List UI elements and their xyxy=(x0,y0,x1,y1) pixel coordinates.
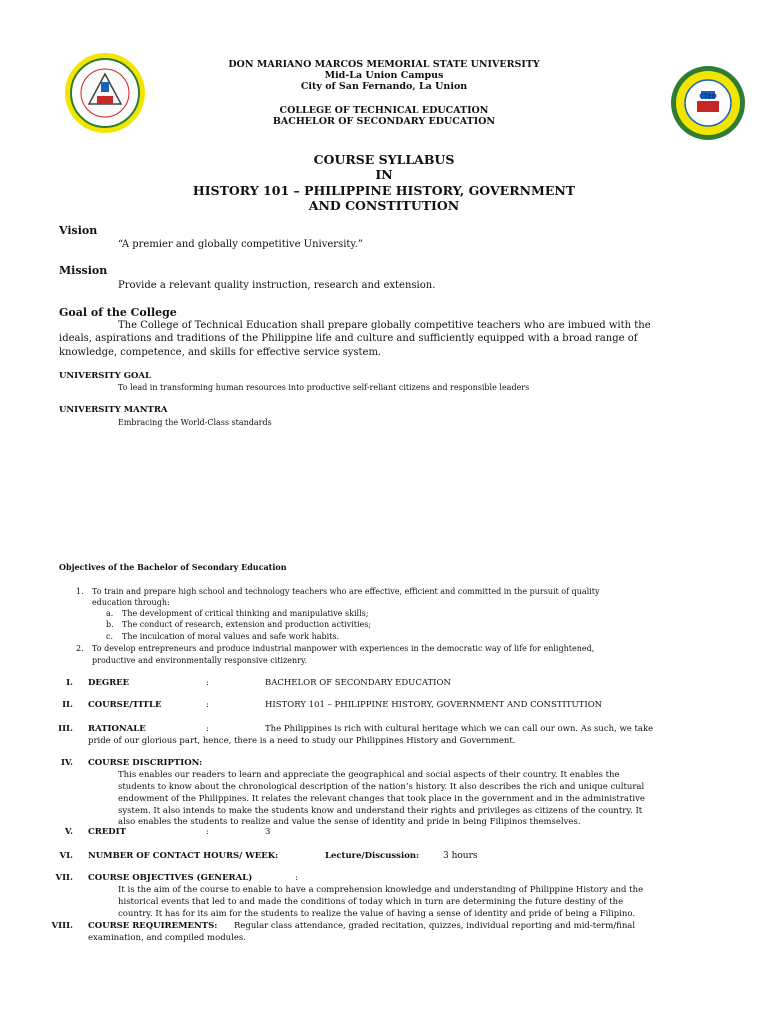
section-1-colon: : xyxy=(206,678,209,688)
section-7-number: VII. xyxy=(55,873,73,883)
section-5-label: CREDIT xyxy=(88,827,126,837)
objective-sub-b-letter: b. xyxy=(106,620,114,629)
section-4-line-1: This enables our readers to learn and appreciate the geographical and social aspects of their country. It enables the xyxy=(118,770,620,780)
objective-1-line-2: education through: xyxy=(92,598,170,607)
vision-text: “A premier and globally competitive University.” xyxy=(118,239,364,250)
section-3-label: RATIONALE xyxy=(88,724,146,734)
section-3-number: III. xyxy=(58,724,73,734)
mission-text: Provide a relevant quality instruction, research and extension. xyxy=(118,280,436,291)
section-8-label: COURSE REQUIREMENTS: xyxy=(88,921,218,931)
section-4-line-3: endowment of the Philippines. It relates the relevant changes that took place in the government and in the administrative xyxy=(118,794,645,804)
objectives-heading: Objectives of the Bachelor of Secondary Education xyxy=(59,562,287,572)
section-6-label: NUMBER OF CONTACT HOURS/ WEEK: xyxy=(88,851,279,861)
section-7-label: COURSE OBJECTIVES (GENERAL) xyxy=(88,873,253,883)
section-1-label: DEGREE xyxy=(88,678,130,688)
cted-logo-text: CTED xyxy=(699,93,717,100)
objective-1-number: 1. xyxy=(76,587,84,596)
section-7-colon: : xyxy=(295,873,298,883)
section-4-number: IV. xyxy=(60,758,73,768)
section-4-line-2: students to know about the chronological description of the nation’s history. It also describes the rich and unique cultural xyxy=(118,782,645,792)
vision-heading: Vision xyxy=(59,224,98,237)
objective-2-number: 2. xyxy=(76,644,84,653)
title-line-1: COURSE SYLLABUS xyxy=(313,152,455,167)
objective-sub-c-letter: c. xyxy=(106,632,114,641)
mission-heading: Mission xyxy=(59,264,108,277)
section-4-line-4: system. It also intends to make the students know and understand their rights and privileges as citizens of the country. It xyxy=(118,806,643,816)
section-4-line-5: also enables the students to realize and value the sense of identity and pride in being Filipinos themselves. xyxy=(118,817,581,827)
title-line-2: IN xyxy=(375,167,393,182)
title-line-3: HISTORY 101 – PHILIPPINE HISTORY, GOVERNMENT xyxy=(192,183,576,198)
section-5-number: V. xyxy=(64,827,73,837)
goal-line-2: ideals, aspirations and traditions of the Philippine life and culture and sufficiently equipped with a broad range of xyxy=(59,333,638,344)
section-3-line-1: The Philippines is rich with cultural heritage which we can call our own. As such, we take xyxy=(265,724,654,734)
section-5-colon: : xyxy=(206,827,209,837)
university-mantra-heading: UNIVERSITY MANTRA xyxy=(59,405,168,415)
section-2-label: COURSE/TITLE xyxy=(88,700,162,710)
objective-sub-a: The development of critical thinking and manipulative skills; xyxy=(122,609,369,618)
goal-line-3: knowledge, competence, and skills for effective service system. xyxy=(59,347,382,358)
section-1-number: I. xyxy=(66,678,73,688)
university-mantra-text: Embracing the World-Class standards xyxy=(118,418,272,427)
section-1-value: BACHELOR OF SECONDARY EDUCATION xyxy=(265,678,451,688)
college-name: COLLEGE OF TECHNICAL EDUCATION xyxy=(279,105,489,116)
section-7-line-3: country. It has for its aim for the students to realize the value of having a sense of identity and pride of being a Filipino. xyxy=(118,909,636,919)
objective-1-line-1: To train and prepare high school and technology teachers who are effective, efficient and committed in the pursuit of quality xyxy=(92,587,600,596)
section-8-number: VIII. xyxy=(51,921,73,931)
section-2-colon: : xyxy=(206,700,209,710)
objective-2-line-1: To develop entrepreneurs and produce industrial manpower with experiences in the democratic way of life for enlightened, xyxy=(92,644,595,653)
section-8-line-2: examination, and compiled modules. xyxy=(88,933,246,943)
university-goal-text: To lead in transforming human resources into productive self-reliant citizens and responsible leaders xyxy=(118,383,530,392)
objective-sub-c: The inculcation of moral values and safe work habits. xyxy=(122,632,340,641)
section-7-line-1: It is the aim of the course to enable to have a comprehension knowledge and understanding of Philippine History and the xyxy=(118,885,644,895)
campus-name: Mid-La Union Campus xyxy=(324,70,444,81)
section-6-value: 3 hours xyxy=(443,851,478,861)
section-2-value: HISTORY 101 – PHILIPPINE HISTORY, GOVERNMENT AND CONSTITUTION xyxy=(265,700,603,710)
city-name: City of San Fernando, La Union xyxy=(300,81,468,92)
section-8-line-1: Regular class attendance, graded recitation, quizzes, individual reporting and mid-term/final xyxy=(234,921,636,931)
section-4-label: COURSE DISCRIPTION: xyxy=(88,758,203,768)
section-3-colon: : xyxy=(206,724,209,734)
title-line-4: AND CONSTITUTION xyxy=(308,198,460,213)
section-5-value: 3 xyxy=(265,827,271,837)
goal-line-1: The College of Technical Education shall prepare globally competitive teachers who are imbued with the xyxy=(118,320,651,331)
goal-heading: Goal of the College xyxy=(59,306,177,319)
section-7-line-2: historical events that led to and made the conditions of today which in turn are determining the future destiny of the xyxy=(118,897,624,907)
objective-2-line-2: productive and environmentally responsive citizenry. xyxy=(92,656,308,665)
program-name: BACHELOR OF SECONDARY EDUCATION xyxy=(272,116,496,127)
objective-sub-a-letter: a. xyxy=(106,609,114,618)
section-2-number: II. xyxy=(62,700,73,710)
section-6-sublabel: Lecture/Discussion: xyxy=(325,851,420,861)
section-3-line-2: pride of our glorious part, hence, there is a need to study our Philippines History and Government. xyxy=(88,736,516,746)
university-name: DON MARIANO MARCOS MEMORIAL STATE UNIVERSITY xyxy=(228,59,540,70)
objective-sub-b: The conduct of research, extension and production activities; xyxy=(122,620,372,629)
university-goal-heading: UNIVERSITY GOAL xyxy=(59,371,151,381)
section-6-number: VI. xyxy=(59,851,73,861)
